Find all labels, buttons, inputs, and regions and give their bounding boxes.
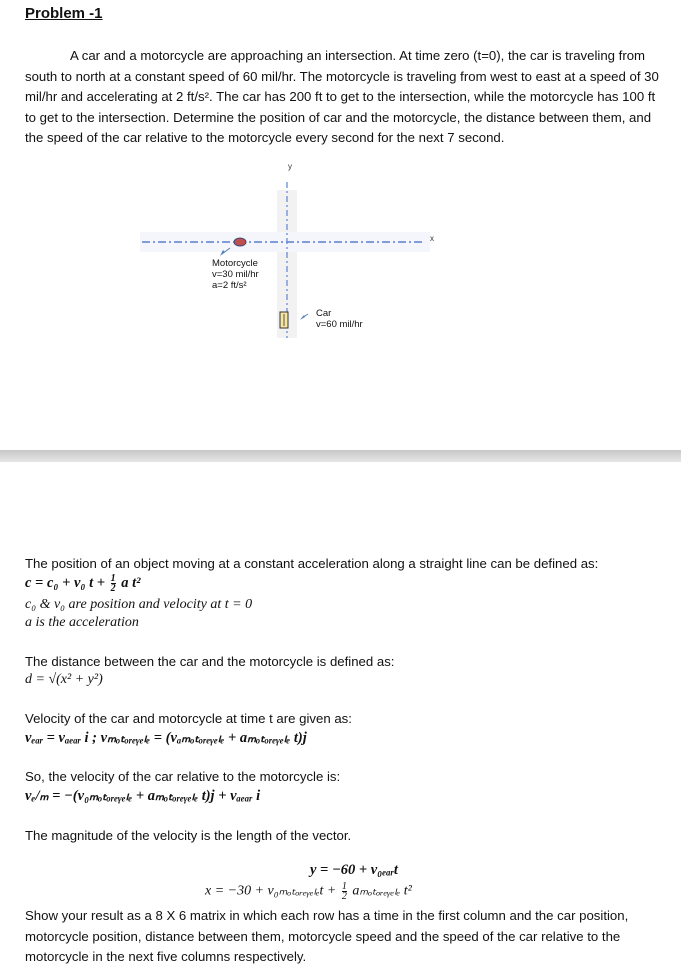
position-eq-num: 1 [110, 573, 116, 584]
x-eq-lhs: x = −30 + v₀ₘₒₜₒᵣₑᵧₑₗₑt + [205, 883, 340, 899]
x-position-equation [205, 882, 412, 901]
velocity-equation: vₑₐᵣ = vₐₑₐᵣ i ; vₘₒₜₒᵣₑᵧₑₗₑ = (vₐₘₒₜₒᵣₑᵧₑₗₑ + aₘₒₜₒᵣₑᵧₑₗₑ t)j [25, 730, 307, 746]
x-eq-num: 1 [341, 881, 347, 892]
motorcycle-accel: a=2 ft/s² [212, 280, 247, 291]
x-eq-den: 2 [341, 891, 347, 902]
car-arrowhead [300, 315, 305, 320]
solution-intro: The position of an object moving at a constant acceleration along a straight line can be defined as: [25, 556, 599, 571]
x-eq-fraction [342, 882, 347, 901]
motorcycle-name: Motorcycle [212, 258, 258, 269]
position-eq-fraction [111, 574, 116, 593]
relative-equation: vₑ/ₘ = −(v₀ₘₒₜₒᵣₑᵧₑₗₑ + aₘₒₜₒᵣₑᵧₑₗₑ t)j + vₐₑₐᵣ i [25, 788, 261, 804]
motorcycle-label [212, 258, 259, 291]
diagram-svg [130, 160, 450, 340]
car-name: Car [316, 308, 332, 319]
intersection-diagram [130, 160, 450, 340]
distance-equation: d = √(x² + y²) [25, 672, 103, 687]
x-eq-rhs: aₘₒₜₒᵣₑᵧₑₗₑ t² [348, 883, 412, 899]
relative-intro: So, the velocity of the car relative to the motorcycle is: [25, 769, 341, 784]
car-label [316, 308, 363, 330]
page-2 [0, 462, 681, 976]
position-eq-rhs: a t² [117, 574, 141, 591]
position-note-2: a is the acceleration [25, 615, 139, 630]
velocity-intro: Velocity of the car and motorcycle at time t are given as: [25, 711, 352, 726]
position-equation [25, 574, 141, 593]
final-instruction: Show your result as a 8 X 6 matrix in which each row has a time in the first column and the car position, motorcycle position, distance between them, motorcycle speed and the speed of the car relative to the motorcycle in the next five columns respectively. [25, 908, 629, 964]
y-position-equation: y = −60 + v₀ₑₐᵣt [310, 862, 398, 878]
position-eq-lhs: c = c₀ + v₀ t + [25, 574, 109, 591]
page-separator [0, 450, 681, 462]
magnitude-text: The magnitude of the velocity is the length of the vector. [25, 828, 352, 843]
car-speed: v=60 mil/hr [316, 319, 363, 330]
problem-title: Problem -1 [25, 5, 103, 22]
motorcycle-speed: v=30 mil/hr [212, 269, 259, 280]
y-axis-label: y [288, 162, 292, 171]
distance-intro: The distance between the car and the motorcycle is defined as: [25, 654, 395, 669]
motorcycle-marker [234, 238, 246, 246]
problem-statement: A car and a motorcycle are approaching an intersection. At time zero (t=0), the car is traveling from south to north at a constant speed of 60 mil/hr. The motorcycle is traveling from west to east at a speed of 30 mil/hr and accelerating at 2 ft/s². The car has 200 ft to get to the intersection, while the motorcycle has 100 ft to get to the intersection. Determine the position of car and the motorcycle, the distance between them, and the speed of the car relative to the motorcycle every second for the next 7 second. [25, 48, 659, 145]
x-axis-label: x [430, 234, 434, 243]
position-eq-den: 2 [110, 583, 116, 594]
page-1 [0, 0, 681, 450]
position-note-1: c₀ & v₀ are position and velocity at t = 0 [25, 597, 253, 612]
